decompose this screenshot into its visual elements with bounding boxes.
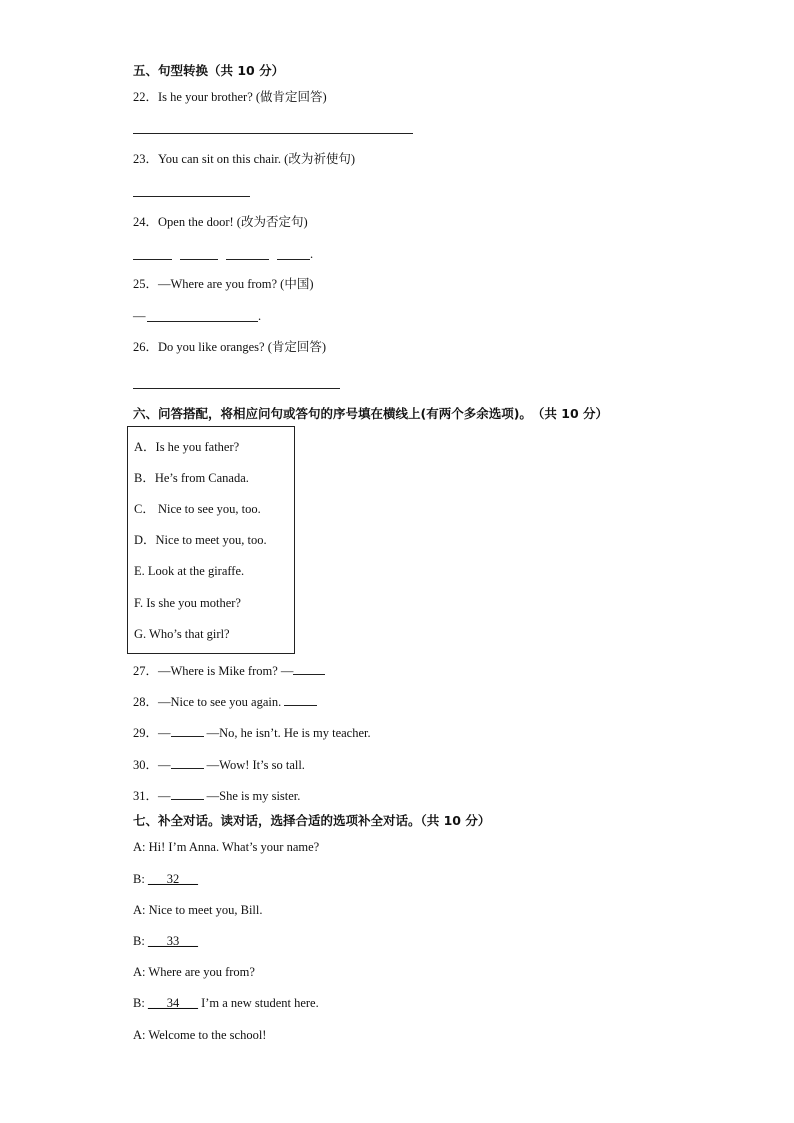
question-31-number: 31．— — [133, 789, 171, 803]
question-31 — [133, 787, 300, 804]
dialogue-line-1: A: Hi! I’m Anna. What’s your name? — [133, 840, 320, 854]
question-29-number: 29．— — [133, 726, 171, 740]
question-27-text: 27．—Where is Mike from? — — [133, 664, 294, 678]
dialogue-line-7: A: Welcome to the school! — [133, 1028, 267, 1042]
dialogue-line-6-speaker: B: — [133, 996, 148, 1010]
section6-heading: 六、问答搭配，将相应问句或答句的序号填在横线上(有两个多余选项)。 （共 10 分） — [133, 406, 609, 421]
question-28-text: 28．—Nice to see you again. — [133, 695, 285, 709]
answer-line-26 — [133, 388, 340, 389]
dialogue-line-2-speaker: B: — [133, 872, 148, 886]
dialogue-line-4-speaker: B: — [133, 934, 148, 948]
question-30 — [133, 756, 305, 773]
dialogue-blank-34: ___34___ — [147, 996, 198, 1010]
answer-line-23 — [133, 196, 250, 197]
question-23: 23．You can sit on this chair. (改为祈使句) — [133, 152, 355, 166]
answer-line-24-3 — [226, 259, 269, 260]
question-31-text: —She is my sister. — [203, 789, 301, 803]
option-a: A．Is he you father? — [134, 440, 240, 454]
answer-line-25 — [147, 321, 258, 322]
answer-24-period: . — [310, 247, 314, 261]
answer-line-22 — [133, 133, 413, 134]
question-24: 24．Open the door! (改为否定句) — [133, 215, 308, 229]
option-g: G. Who’s that girl? — [134, 627, 230, 641]
answer-25-period: . — [258, 309, 262, 323]
answer-blank-27 — [293, 662, 325, 675]
dialogue-line-2 — [133, 871, 198, 887]
answer-blank-31 — [171, 787, 204, 800]
option-d: D．Nice to meet you, too. — [134, 533, 267, 547]
answer-blank-30 — [171, 756, 204, 769]
question-30-text: —Wow! It’s so tall. — [203, 758, 305, 772]
section5-heading: 五、句型转换（共 10 分） — [133, 63, 285, 78]
dialogue-line-5: A: Where are you from? — [133, 965, 255, 979]
option-f: F. Is she you mother? — [134, 596, 241, 610]
option-e: E. Look at the giraffe. — [134, 564, 245, 578]
question-30-number: 30．— — [133, 758, 171, 772]
section7-heading: 七、补全对话。读对话，选择合适的选项补全对话。（共 10 分） — [133, 813, 491, 828]
question-29-text: —No, he isn’t. He is my teacher. — [203, 726, 371, 740]
option-b: B．He’s from Canada. — [134, 471, 249, 485]
dialogue-line-4 — [133, 933, 198, 949]
option-c: C． Nice to see you, too. — [134, 502, 261, 516]
question-26: 26．Do you like oranges? (肯定回答) — [133, 340, 327, 354]
answer-line-24-4 — [277, 259, 310, 260]
answer-blank-28 — [284, 693, 317, 706]
answer-blank-29 — [171, 724, 204, 737]
question-27 — [133, 662, 325, 679]
question-28 — [133, 693, 317, 710]
answer-line-24-1 — [133, 259, 172, 260]
answer-line-24-2 — [180, 259, 218, 260]
dialogue-line-6-text: I’m a new student here. — [197, 996, 319, 1010]
dialogue-line-6 — [133, 995, 319, 1011]
dialogue-blank-33: ___33___ — [147, 934, 198, 948]
question-25: 25．—Where are you from? (中国) — [133, 277, 314, 291]
answer-25-dash: — — [133, 309, 146, 323]
dialogue-line-3: A: Nice to meet you, Bill. — [133, 903, 263, 917]
dialogue-blank-32: ___32___ — [147, 872, 198, 886]
options-box — [127, 426, 295, 654]
question-29 — [133, 724, 371, 741]
question-22: 22．Is he your brother? (做肯定回答) — [133, 90, 327, 104]
